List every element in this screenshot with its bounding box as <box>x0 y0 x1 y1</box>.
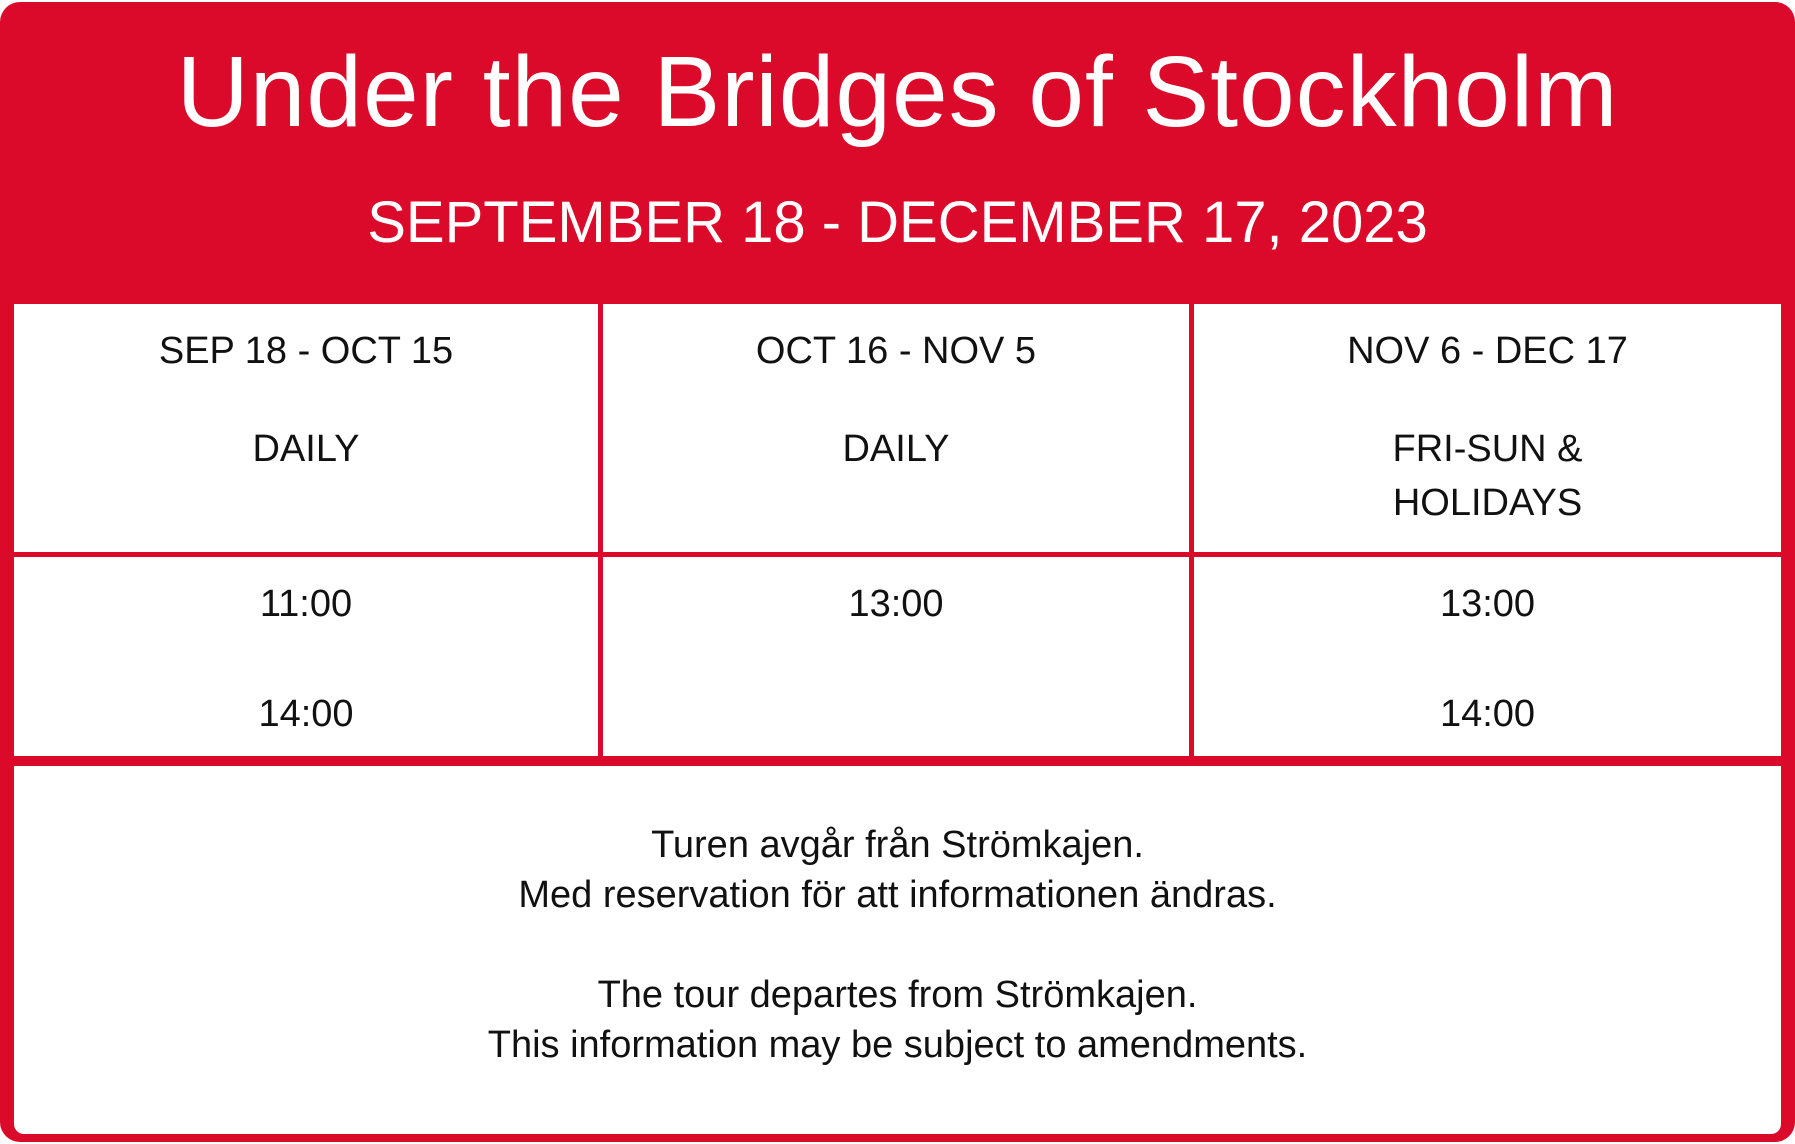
period-days: DAILY <box>252 428 360 470</box>
note-swedish-disclaimer: Med reservation för att informationen ändras. <box>518 874 1277 916</box>
departure-time: 11:00 <box>259 583 353 625</box>
note-english-departure: The tour departes from Strömkajen. <box>597 974 1198 1016</box>
period-days: FRI-SUN & <box>1392 428 1583 470</box>
period-days: DAILY <box>842 428 950 470</box>
note-swedish-departure: Turen avgår från Strömkajen. <box>651 824 1144 866</box>
note-english-disclaimer: This information may be subject to amendments. <box>487 1024 1308 1066</box>
departure-time: 14:00 <box>258 693 354 735</box>
departure-time: 14:00 <box>1439 693 1536 735</box>
period-range: OCT 16 - NOV 5 <box>755 330 1037 372</box>
footer-notes <box>14 766 1781 1134</box>
period-range: NOV 6 - DEC 17 <box>1347 330 1628 372</box>
schedule-header <box>0 2 1795 300</box>
times-cell <box>603 557 1189 756</box>
period-days: HOLIDAYS <box>1392 482 1583 524</box>
times-cell <box>1194 557 1781 756</box>
season-dates: SEPTEMBER 18 - DECEMBER 17, 2023 <box>367 190 1428 255</box>
departure-time: 13:00 <box>848 583 944 625</box>
period-header-cell <box>1194 304 1781 552</box>
departure-time: 13:00 <box>1439 583 1536 625</box>
times-cell <box>14 557 598 756</box>
page-title: Under the Bridges of Stockholm <box>176 36 1619 148</box>
schedule-card <box>0 2 1795 1142</box>
period-header-cell <box>14 304 598 552</box>
period-header-cell <box>603 304 1189 552</box>
period-range: SEP 18 - OCT 15 <box>158 330 454 372</box>
